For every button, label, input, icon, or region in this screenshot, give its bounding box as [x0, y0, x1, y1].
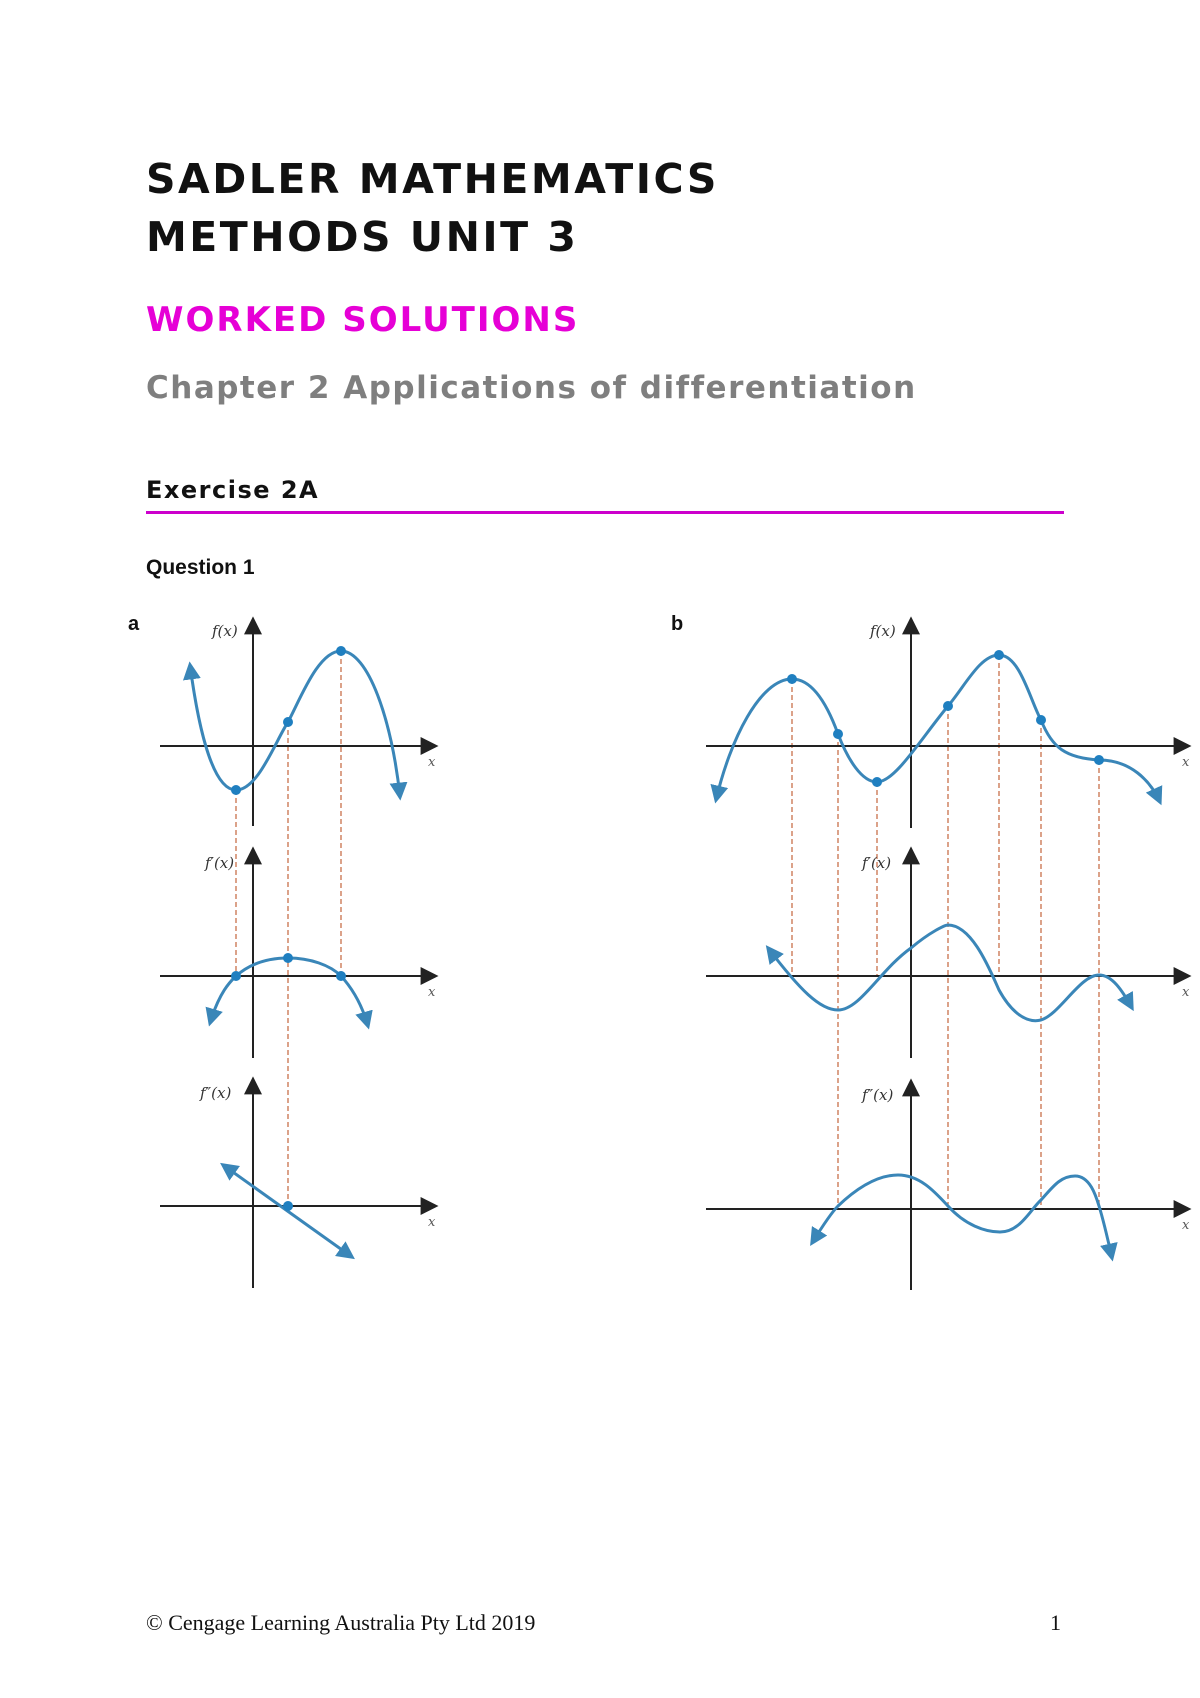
part-b-fdoubleprime-axis-label: f″(x) — [862, 1086, 894, 1104]
question-label: Question 1 — [146, 556, 255, 579]
part-a-fdoubleprime-axes — [160, 1080, 436, 1288]
document-title-line-2: METHODS UNIT 3 — [146, 213, 579, 261]
exercise-heading: Exercise 2A — [146, 476, 320, 504]
part-a-fprime-maximum-point — [283, 953, 293, 963]
part-a-fprime-curve — [210, 958, 368, 1026]
part-a-fprime-zero-point-1 — [231, 971, 241, 981]
derivative-graphs-figure — [0, 600, 1200, 1320]
part-a-fprime-x-label: x — [428, 985, 436, 1000]
part-b-label: b — [671, 613, 684, 635]
part-b-f-curve — [716, 655, 1160, 802]
part-a-f-maximum-point — [336, 646, 346, 656]
part-b-fprime-curve — [768, 925, 1132, 1021]
part-b-fdoubleprime-curve — [812, 1175, 1112, 1258]
worked-solutions-heading: WORKED SOLUTIONS — [146, 300, 580, 340]
part-b-f-inflection-point-3 — [1036, 715, 1046, 725]
part-b-f-inflection-point-1 — [833, 729, 843, 739]
part-a-fprime-axes — [160, 850, 436, 1058]
copyright-footer: © Cengage Learning Australia Pty Ltd 2019 — [146, 1610, 536, 1635]
document-title — [146, 150, 719, 266]
part-b-fprime-axis-label: f′(x) — [862, 854, 892, 872]
part-a-f-inflection-point — [283, 717, 293, 727]
part-b-fdoubleprime-x-label: x — [1182, 1218, 1190, 1233]
part-b-f-inflection-point-2 — [943, 701, 953, 711]
part-b-f-axis-label: f(x) — [870, 622, 896, 640]
part-b-f-minimum-point — [872, 777, 882, 787]
part-a-f-x-label: x — [428, 755, 436, 770]
part-a-graphs — [128, 613, 436, 1288]
part-b-f-maximum-point-2 — [994, 650, 1004, 660]
part-a-f-minimum-point — [231, 785, 241, 795]
part-a-fdoubleprime-zero-point — [283, 1201, 293, 1211]
part-b-graphs — [671, 613, 1190, 1290]
chapter-heading: Chapter 2 Applications of differentiation — [146, 370, 917, 406]
heading-rule — [146, 511, 1064, 514]
part-b-f-x-label: x — [1182, 755, 1190, 770]
part-a-fprime-zero-point-2 — [336, 971, 346, 981]
document-title-line-1: SADLER MATHEMATICS — [146, 155, 719, 203]
part-b-fprime-x-label: x — [1182, 985, 1190, 1000]
part-a-f-curve — [190, 651, 400, 797]
part-a-f-axis-label: f(x) — [212, 622, 238, 640]
part-a-fdoubleprime-axis-label: f″(x) — [200, 1084, 232, 1102]
part-a-guide-lines — [236, 651, 341, 1206]
part-a-fprime-axis-label: f′(x) — [205, 854, 235, 872]
part-a-fdoubleprime-x-label: x — [428, 1215, 436, 1230]
page-number: 1 — [1050, 1610, 1061, 1635]
part-b-f-stationary-inflection-point — [1094, 755, 1104, 765]
part-b-f-maximum-point-1 — [787, 674, 797, 684]
part-a-label: a — [128, 613, 140, 635]
